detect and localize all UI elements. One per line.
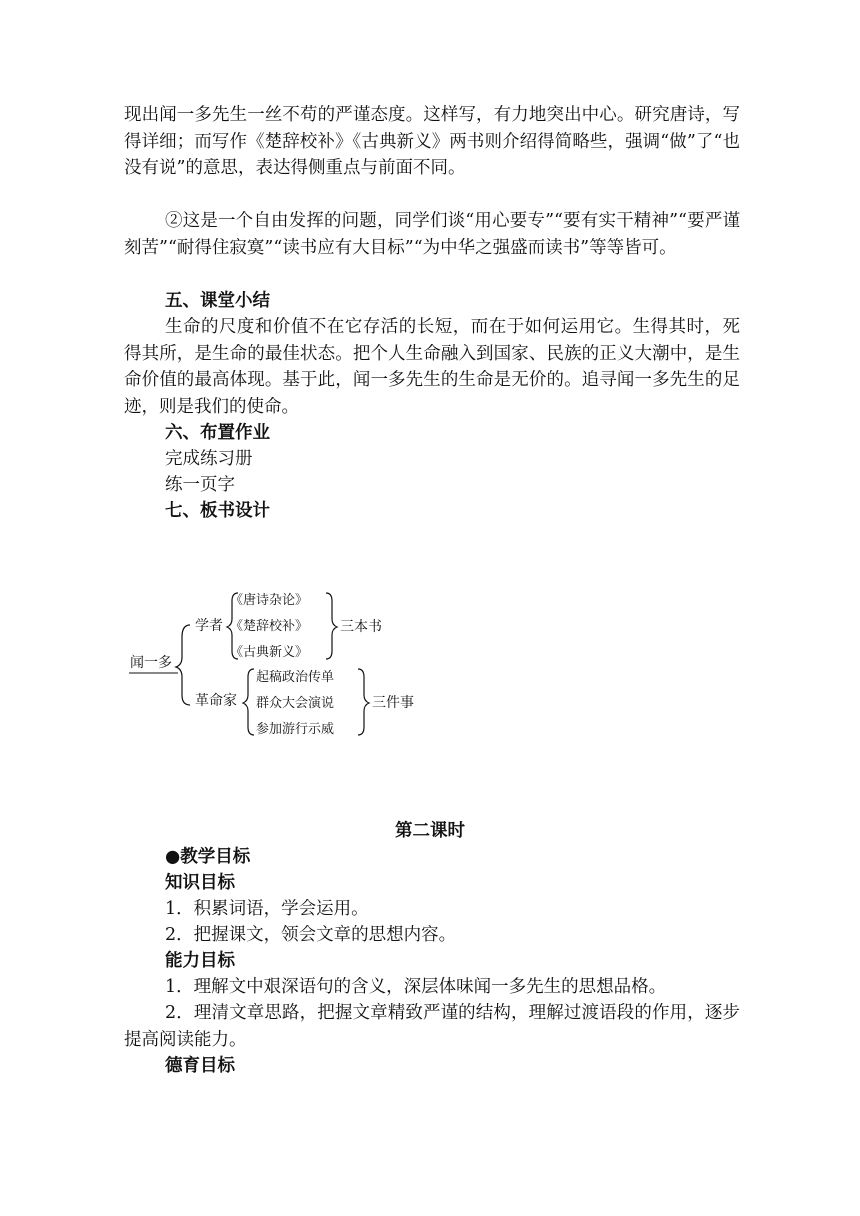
branch-scholar: 学者 — [195, 618, 223, 634]
heading-teaching-goals: ●教学目标 — [165, 847, 251, 867]
books-label: 三本书 — [340, 619, 382, 635]
heading-ability-goals: 能力目标 — [165, 951, 235, 971]
knowledge-goal-2: 2．把握课文，领会文章的思想内容。 — [165, 925, 457, 945]
events-brace-right — [358, 669, 369, 735]
book-item: 《唐诗杂论》 — [230, 593, 309, 608]
ability-goal-2: 2．理清文章思路，把握文章精致严谨的结构，理解过渡语段的作用，逐步提高阅读能力。 — [124, 1003, 740, 1050]
heading-board-design: 七、板书设计 — [165, 501, 270, 521]
book-item: 《古典新义》 — [230, 645, 309, 660]
event-item: 起稿政治传单 — [256, 670, 335, 685]
heading-knowledge-goals: 知识目标 — [165, 873, 235, 893]
events-label: 三件事 — [372, 695, 414, 711]
book-item: 《楚辞校补》 — [230, 619, 309, 634]
event-item: 参加游行示威 — [256, 722, 335, 737]
paragraph-summary: 生命的尺度和价值不在它存活的长短，而在于如何运用它。生得其时，死得其所，是生命的最佳状态。把个人生命融入到国家、民族的正义大潮中，是生命价值的最高体现。基于此，闻一多先生的生命是无价的。追寻闻一多先生的足迹，则是我们的使命。 — [124, 317, 740, 417]
knowledge-goal-1: 1．积累词语，学会运用。 — [165, 899, 369, 919]
heading-homework: 六、布置作业 — [165, 423, 270, 443]
board-root: 闻一多 — [130, 655, 172, 671]
event-item: 群众大会演说 — [256, 696, 335, 711]
books-brace-right — [326, 593, 337, 659]
paragraph-answer-2: ②这是一个自由发挥的问题，同学们谈“用心要专”“要有实干精神”“要严谨刻苦”“耐得住寂寞”“读书应有大目标”“为中华之强盛而读书”等等皆可。 — [124, 211, 740, 258]
branch-revolutionary: 革命家 — [195, 693, 237, 709]
heading-moral-goals: 德育目标 — [165, 1056, 235, 1076]
homework-item-1: 完成练习册 — [165, 449, 253, 469]
homework-item-2: 练一页字 — [165, 475, 235, 495]
root-brace — [176, 625, 190, 705]
heading-class-summary: 五、课堂小结 — [165, 291, 270, 311]
lesson-title: 第二课时 — [395, 821, 465, 841]
ability-goal-1: 1．理解文中艰深语句的含义，深层体味闻一多先生的思想品格。 — [165, 977, 667, 997]
paragraph-continuation: 现出闻一多先生一丝不苟的严谨态度。这样写，有力地突出中心。研究唐诗，写得详细；而写作《楚辞校补》《古典新义》两书则介绍得简略些，强调“做”了“也没有说”的意思，表达得侧重点与前面不同。 — [124, 105, 740, 178]
board-design-diagram — [120, 585, 440, 745]
events-brace-left — [243, 669, 254, 735]
